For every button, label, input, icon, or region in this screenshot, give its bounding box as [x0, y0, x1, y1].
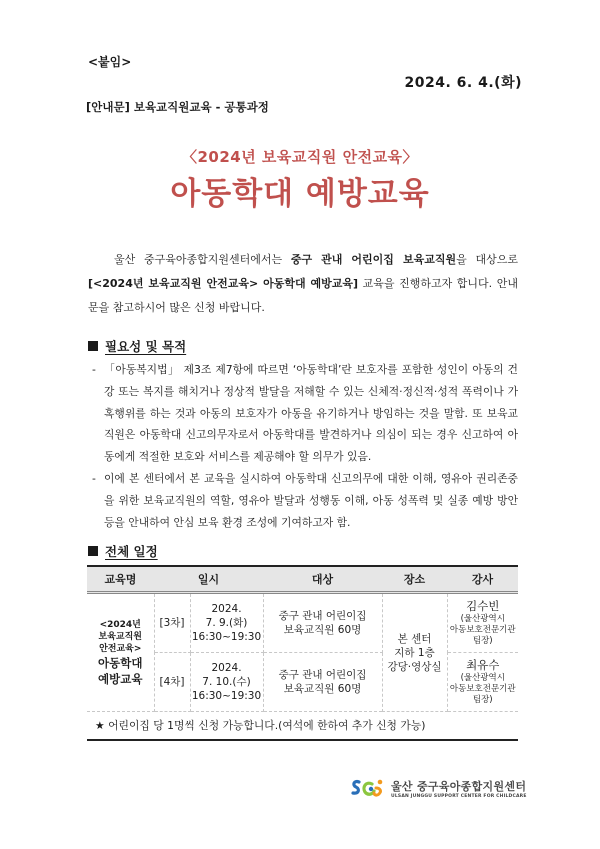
date-cell: [190, 653, 263, 712]
table-row: [87, 593, 518, 653]
section-heading-text: 필요성 및 목적: [105, 339, 187, 354]
document-date: 2024. 6. 4.(화): [404, 75, 522, 91]
instructor-org: (울산광역시: [460, 673, 505, 683]
date-line: 2024.: [211, 603, 242, 615]
course-name-line: 안전교육>: [99, 643, 142, 654]
section-heading-purpose: [88, 337, 186, 355]
square-bullet-icon: [88, 341, 98, 351]
location-line: 강당·영상실: [387, 660, 442, 673]
center-name-korean: 울산 중구육아종합지원센터: [391, 779, 527, 793]
purpose-bullet-list: [92, 359, 518, 533]
intro-bold-target: 중구 관내 어린이집 보육교직원: [290, 253, 457, 266]
instructor-org: (울산광역시: [460, 614, 505, 624]
attachment-label: <붙임>: [88, 55, 132, 69]
note-text: 어린이집 당 1명씩 신청 가능합니다.(여석에 한하여 추가 신청 가능): [108, 718, 426, 732]
location-cell: [382, 593, 447, 712]
date-line: 2024.: [211, 662, 242, 674]
document-subtitle: 〈2024년 보육교직원 안전교육〉: [181, 148, 419, 166]
location-line: 지하 1층: [394, 646, 435, 659]
intro-text-1: 울산 중구육아종합지원센터에서는: [114, 253, 291, 266]
center-name-english: ULSAN JUNGGU SUPPORT CENTER FOR CHILDCARE: [391, 793, 527, 799]
list-item: [92, 468, 518, 533]
instructor-cell: [447, 593, 518, 653]
table-header-row: [87, 566, 518, 593]
target-line: 중구 관내 어린이집: [278, 669, 367, 681]
section-heading-text: 전체 일정: [105, 544, 158, 559]
intro-paragraph: [88, 248, 518, 320]
time-line: 16:30~19:30: [191, 631, 262, 643]
course-name-line: 보육교직원: [98, 631, 142, 642]
target-cell: [263, 593, 382, 653]
instructor-org: 팀장): [472, 695, 493, 705]
column-header-datetime: 일시: [154, 566, 263, 593]
intro-text-3: 교육을 진행하고자 합니다. 안내문을 참고하시어 많은 신청 바랍니다.: [88, 277, 518, 314]
column-header-instructor: 강사: [447, 566, 518, 593]
dash-bullet: -: [92, 471, 96, 485]
section-heading-schedule: [88, 542, 158, 560]
time-line: 16:30~19:30: [191, 690, 262, 702]
course-name-line: <2024년: [99, 619, 141, 630]
course-name-line: 아동학대: [98, 655, 143, 670]
column-header-location: 장소: [382, 566, 447, 593]
star-icon: ★: [95, 718, 105, 732]
course-name-line: 예방교육: [98, 671, 143, 686]
target-cell: [263, 653, 382, 712]
intro-bold-course: [<2024년 보육교직원 안전교육> 아동학대 예방교육]: [88, 277, 359, 290]
center-logo: [350, 777, 527, 799]
column-header-course: 교육명: [87, 566, 154, 593]
target-line: 보육교직원 60명: [283, 683, 362, 695]
square-bullet-icon: [88, 546, 98, 556]
instructor-org: 아동보호전문기관: [449, 684, 516, 694]
column-header-target: 대상: [263, 566, 382, 593]
instructor-name: 김수빈: [466, 599, 500, 613]
instructor-name: 최유수: [466, 658, 500, 672]
date-line: 7. 9.(화): [205, 617, 248, 629]
instructor-cell: [447, 653, 518, 712]
center-logo-mark-icon: [350, 777, 386, 799]
schedule-table: [87, 565, 518, 741]
list-item: [92, 359, 518, 468]
session-cell: [3차]: [154, 593, 190, 653]
notice-line: [안내문] 보육교직원교육 - 공통과정: [86, 100, 269, 114]
intro-text-2: 을 대상으로: [456, 253, 518, 266]
date-cell: [190, 593, 263, 653]
instructor-org: 팀장): [472, 636, 493, 646]
note-cell: [87, 712, 518, 741]
location-line: 본 센터: [397, 632, 432, 645]
instructor-org: 아동보호전문기관: [449, 625, 516, 635]
target-line: 보육교직원 60명: [283, 624, 362, 636]
target-line: 중구 관내 어린이집: [278, 610, 367, 622]
date-line: 7. 10.(수): [202, 676, 251, 688]
table-note-row: [87, 712, 518, 741]
course-name-cell: [87, 593, 154, 712]
dash-bullet: -: [92, 363, 96, 376]
session-cell: [4차]: [154, 653, 190, 712]
bullet-text: 「아동복지법」 제3조 제7항에 따르면 ‘아동학대’란 보호자를 포함한 성인이 아동의 건강 또는 복지를 해치거나 정상적 발달을 저해할 수 있는 신체적·정신적·성적 폭력이나 가혹행위를 하는 것과 아동의 보호자가 아동을 유기하거나 방임하는 것을 말함. 또 보육교직원은 아동학대 신고의무자로서 아동학대를 발견하거나 의심이 되는 경우 신고하여 아동에게 적절한 보호와 서비스를 제공해야 할 의무가 있음.: [104, 363, 518, 464]
bullet-text: 이에 본 센터에서 본 교육을 실시하여 아동학대 신고의무에 대한 이해, 영유아 권리존중을 위한 보육교직원의 역할, 영유아 발달과 성행동 이해, 아동 성폭력 및 실종 예방 방안 등을 안내하여 안심 보육 환경 조성에 기여하고자 함.: [104, 471, 518, 529]
document-title: 아동학대 예방교육: [170, 176, 430, 212]
